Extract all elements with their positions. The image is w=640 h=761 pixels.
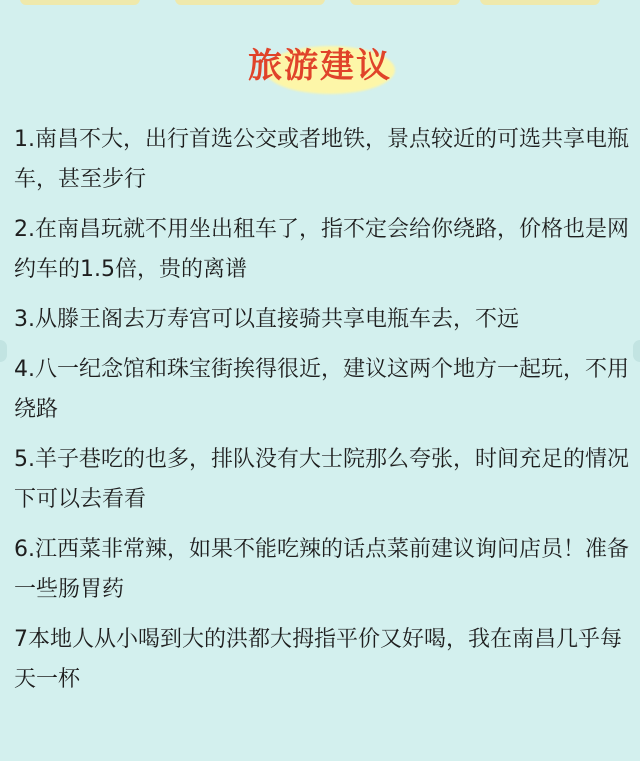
tip-item-4: 4.八一纪念馆和珠宝街挨得很近，建议这两个地方一起玩，不用绕路: [14, 357, 629, 422]
tips-list: [14, 120, 630, 710]
right-scroll-indicator: [633, 340, 640, 362]
cropped-header-strip: [0, 0, 640, 14]
tip-item-5: 5.羊子巷吃的也多，排队没有大士院那么夸张，时间充足的情况下可以去看看: [14, 447, 629, 512]
tip-item-6: 6.江西菜非常辣，如果不能吃辣的话点菜前建议询问店员！准备一些肠胃药: [14, 537, 629, 602]
tip-item-7: 7本地人从小喝到大的洪都大拇指平价又好喝，我在南昌几乎每天一杯: [14, 627, 622, 692]
left-scroll-indicator: [0, 340, 7, 362]
tip-item-3: 3.从滕王阁去万寿宫可以直接骑共享电瓶车去，不远: [14, 307, 519, 332]
tip-item-2: 2.在南昌玩就不用坐出租车了，指不定会给你绕路，价格也是网约车的1.5倍，贵的离谱: [14, 217, 629, 282]
title-area: [0, 34, 640, 104]
page-title: 旅游建议: [248, 46, 392, 86]
tip-item-1: 1.南昌不大，出行首选公交或者地铁，景点较近的可选共享电瓶车，甚至步行: [14, 127, 629, 192]
